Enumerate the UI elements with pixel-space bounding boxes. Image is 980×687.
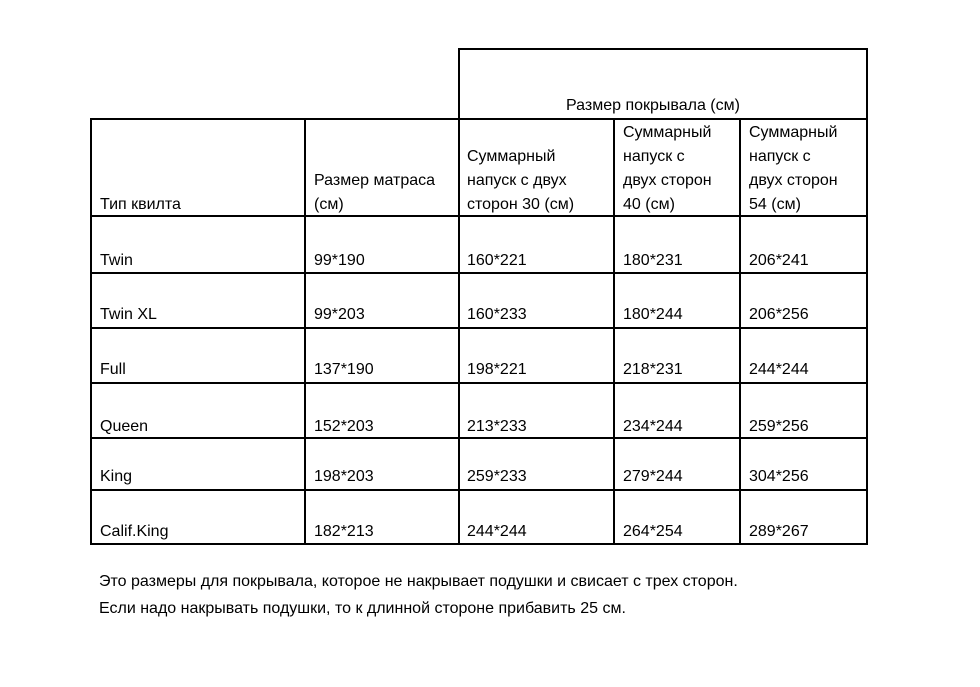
header-overhang-40-line1: Суммарный	[623, 124, 712, 141]
cell-mattress-size: 198*203	[314, 468, 374, 485]
cell-mattress-size: 182*213	[314, 523, 374, 540]
cell-quilt-type: Twin	[100, 252, 133, 269]
group-header: Размер покрывала (см)	[566, 97, 740, 114]
table-border-col	[304, 118, 306, 545]
cell-overhang-30: 160*221	[467, 252, 527, 269]
table-border-top	[90, 118, 868, 120]
header-quilt-type: Тип квилта	[100, 196, 181, 213]
header-overhang-40-line3: двух сторон	[623, 172, 712, 189]
header-mattress-size-line2: (см)	[314, 196, 344, 213]
header-overhang-54-line2: напуск с	[749, 148, 811, 165]
cell-mattress-size: 99*190	[314, 252, 365, 269]
note-line-2: Если надо накрывать подушки, то к длинной стороне прибавить 25 см.	[99, 600, 626, 617]
cell-overhang-30: 213*233	[467, 418, 527, 435]
cell-overhang-40: 180*231	[623, 252, 683, 269]
cell-quilt-type: Queen	[100, 418, 149, 435]
cell-overhang-54: 244*244	[749, 361, 809, 378]
cell-quilt-type: Twin XL	[100, 306, 157, 323]
header-mattress-size-line1: Размер матраса	[314, 172, 436, 189]
cell-overhang-40: 279*244	[623, 468, 683, 485]
header-overhang-40-line4: 40 (см)	[623, 196, 675, 213]
note-line-1: Это размеры для покрывала, которое не накрывает подушки и свисает с трех сторон.	[99, 573, 738, 590]
cell-overhang-30: 259*233	[467, 468, 527, 485]
header-overhang-30-line3: сторон 30 (см)	[467, 196, 575, 213]
cell-overhang-54: 206*256	[749, 306, 809, 323]
table-border-row	[90, 489, 868, 491]
cell-mattress-size: 99*203	[314, 306, 365, 323]
cell-overhang-40: 234*244	[623, 418, 683, 435]
cell-overhang-54: 259*256	[749, 418, 809, 435]
table-border-top-group	[458, 48, 868, 50]
header-overhang-30-line1: Суммарный	[467, 148, 556, 165]
header-overhang-54-line3: двух сторон	[749, 172, 838, 189]
table-border-left	[90, 118, 92, 545]
header-overhang-30-line2: напуск с двух	[467, 172, 567, 189]
cell-overhang-40: 218*231	[623, 361, 683, 378]
cell-quilt-type: Full	[100, 361, 126, 378]
cell-overhang-30: 198*221	[467, 361, 527, 378]
header-overhang-40-line2: напуск с	[623, 148, 685, 165]
header-overhang-54-line4: 54 (см)	[749, 196, 801, 213]
cell-mattress-size: 152*203	[314, 418, 374, 435]
cell-mattress-size: 137*190	[314, 361, 374, 378]
table-border-row	[90, 382, 868, 384]
table-border-right	[866, 48, 868, 545]
cell-quilt-type: King	[100, 468, 133, 485]
table-border-col	[613, 118, 615, 545]
table-border-col	[739, 118, 741, 545]
cell-overhang-54: 304*256	[749, 468, 809, 485]
cell-overhang-40: 264*254	[623, 523, 683, 540]
header-overhang-54-line1: Суммарный	[749, 124, 838, 141]
cell-overhang-54: 289*267	[749, 523, 809, 540]
cell-overhang-30: 160*233	[467, 306, 527, 323]
table-border-col	[458, 48, 460, 545]
table-border-row	[90, 327, 868, 329]
cell-overhang-54: 206*241	[749, 252, 809, 269]
cell-overhang-30: 244*244	[467, 523, 527, 540]
cell-overhang-40: 180*244	[623, 306, 683, 323]
cell-quilt-type: Calif.King	[100, 523, 169, 540]
